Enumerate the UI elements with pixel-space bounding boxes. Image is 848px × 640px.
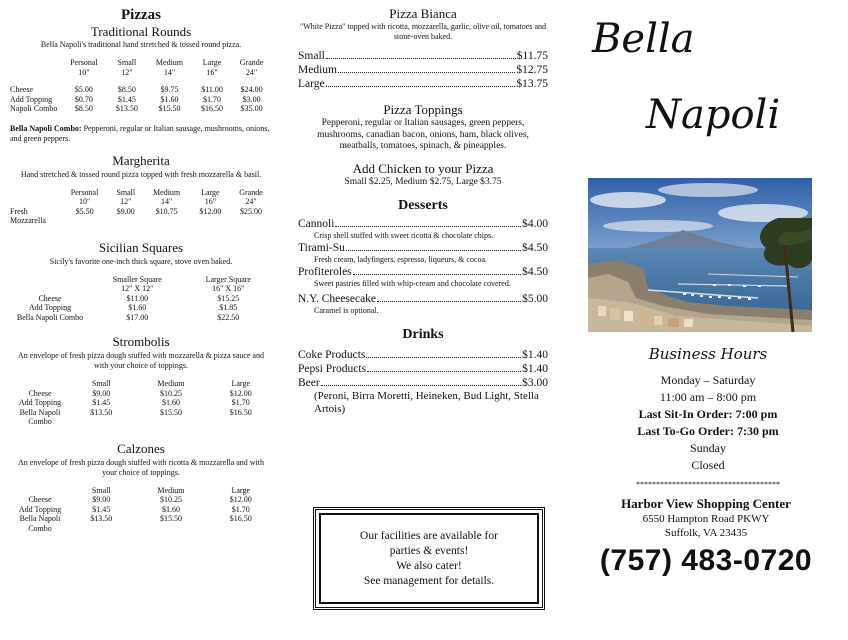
margherita-description: Hand stretched & tossed round pizza topped with fresh mozzarella & basil.	[20, 169, 262, 179]
calzones-price-table	[10, 486, 272, 534]
size-header: Small 12"	[116, 187, 136, 206]
brand-name-bella: Bella	[592, 16, 695, 62]
price-cell: $1.45	[117, 94, 136, 104]
price-cell: $5.50	[75, 206, 94, 216]
price-cell: $8.50	[74, 104, 93, 113]
catering-box	[313, 507, 545, 610]
dessert-description: Sweet pastries filled with whip-cream and chocolate covered.	[314, 279, 511, 288]
size-header: Large 16"	[202, 58, 222, 77]
size-header: Grande 24"	[239, 187, 263, 206]
price-cell: $16.50	[229, 514, 252, 523]
drinks-list	[298, 348, 548, 416]
price-cell: $9.00	[116, 206, 135, 216]
row-label: Cheese	[28, 495, 52, 504]
price-cell: $15.50	[159, 514, 182, 523]
size-header: Medium	[157, 485, 185, 495]
row-label: Add Topping	[28, 303, 72, 312]
size-header: Personal 10"	[70, 187, 99, 206]
price-cell: $11.00	[126, 293, 149, 303]
catering-line: See management for details.	[363, 574, 495, 587]
star-divider: ************************************	[636, 480, 780, 489]
last-to-go-order: Last To-Go Order: 7:30 pm	[637, 424, 779, 438]
size-header: Small	[91, 379, 111, 388]
price-cell: $9.00	[92, 388, 111, 398]
size-header-row	[10, 275, 272, 294]
price-cell: $1.45	[92, 398, 111, 407]
closed-day: Sunday	[690, 441, 726, 455]
drink-line: Beer $3.00	[298, 377, 548, 389]
drinks-heading: Drinks	[402, 327, 444, 342]
price-row	[10, 389, 272, 399]
sicilian-price-table	[10, 275, 272, 323]
price-cell: $25.00	[239, 206, 262, 216]
price-row	[10, 505, 272, 515]
price-cell: $9.75	[160, 85, 179, 94]
combo-note: Bella Napoli Combo: Pepperoni, regular or Italian sausage, mushrooms, onions, and green peppers.	[10, 123, 270, 143]
price-row	[10, 313, 272, 323]
margherita-heading: Margherita	[112, 152, 170, 168]
price-cell: $3.00	[242, 94, 261, 104]
size-header: Small	[91, 485, 111, 495]
row-label: Bella Napoli Combo	[16, 312, 84, 322]
drink-line: Pepsi Products $1.40	[298, 363, 548, 375]
catering-line: Our facilities are available for	[360, 529, 498, 542]
row-label: Add Topping	[18, 504, 62, 514]
catering-line: We also cater!	[396, 559, 462, 572]
price-cell: $17.00	[126, 312, 149, 322]
size-header: Larger Square 16" X 16"	[205, 274, 251, 293]
bay-of-naples-photo	[588, 178, 812, 332]
strombolis-heading: Strombolis	[112, 334, 170, 349]
catering-line: parties & events!	[389, 544, 469, 557]
price-row	[10, 495, 272, 505]
dessert-line: N.Y. Cheesecake $5.00	[298, 293, 548, 305]
pizza-bianca-heading: Pizza Bianca	[389, 6, 457, 21]
row-label: Cheese	[38, 293, 62, 303]
business-hours	[588, 372, 828, 474]
row-label: Bella Napoli Combo	[19, 407, 61, 426]
price-cell: $15.50	[158, 104, 181, 113]
price-cell: $13.50	[90, 407, 113, 417]
row-label: Fresh Mozzarella	[10, 206, 46, 225]
price-cell: $10.25	[159, 495, 182, 504]
size-header: Medium 14"	[153, 187, 181, 206]
price-cell: $8.50	[117, 85, 136, 94]
size-header: Large	[231, 485, 250, 495]
price-row	[10, 398, 272, 408]
dessert-description: Caramel is optional.	[314, 306, 379, 315]
price-cell: $1.45	[92, 504, 111, 514]
size-header: Small 12"	[117, 58, 137, 77]
add-chicken-prices: Small $2.25, Medium $2.75, Large $3.75	[344, 176, 502, 187]
desserts-heading: Desserts	[398, 198, 448, 213]
price-cell: $12.00	[229, 495, 252, 504]
dessert-line: Tirami-Su $4.50	[298, 242, 548, 254]
size-header: Grande 24"	[239, 58, 264, 77]
shopping-center-name: Harbor View Shopping Center	[621, 496, 791, 511]
price-cell: $1.70	[203, 94, 222, 104]
price-row	[10, 408, 272, 427]
price-cell: $22.50	[217, 312, 240, 322]
size-header: Personal 10"	[70, 58, 98, 77]
price-row	[10, 294, 272, 304]
price-cell: $0.70	[74, 94, 93, 104]
dessert-description: Crisp shell stuffed with sweet ricotta & chocolate chips.	[314, 231, 494, 240]
size-header: Medium	[157, 379, 185, 388]
price-cell: $15.25	[217, 293, 240, 303]
price-cell: $9.00	[92, 495, 111, 504]
row-label: Napoli Combo	[10, 104, 58, 113]
price-cell: $1.60	[160, 94, 179, 104]
price-line: Medium $12.75	[298, 64, 548, 76]
business-hours-heading: Business Hours	[648, 345, 768, 363]
row-label: Cheese	[10, 85, 34, 94]
drink-line: Coke Products $1.40	[298, 349, 548, 361]
price-cell: $15.50	[159, 407, 182, 417]
dessert-line: Profiteroles $4.50	[298, 266, 548, 278]
city-state-zip: Suffolk, VA 23435	[664, 527, 748, 539]
size-header: Medium 14"	[155, 58, 184, 77]
pizza-bianca-description: "White Pizza" topped with ricotta, mozzarella, garlic, olive oil, tomatoes and stone-oven baked.	[299, 22, 546, 41]
size-header-row	[10, 58, 272, 77]
traditional-rounds-heading: Traditional Rounds	[90, 24, 192, 39]
price-cell: $1.85	[219, 303, 238, 312]
size-header-row	[10, 486, 272, 496]
strombolis-price-table	[10, 379, 272, 427]
price-cell: $5.00	[74, 85, 93, 94]
hours-days: Monday – Saturday	[660, 373, 756, 387]
hours-time: 11:00 am – 8:00 pm	[659, 390, 757, 404]
catering-box-inner	[319, 513, 539, 604]
brand-name-napoli: Napoli	[646, 92, 781, 138]
price-cell: $24.00	[240, 85, 263, 94]
price-cell: $1.60	[128, 303, 147, 312]
sicilian-heading: Sicilian Squares	[98, 239, 184, 255]
pizza-toppings-list: Pepperoni, regular or Italian sausages, green peppers, mushrooms, canadian bacon, onions, ham, black olives, meatballs, tomatoes, spinach, & pineapples.	[317, 118, 529, 151]
specialty-desserts-drinks-column	[298, 6, 548, 416]
pizzas-price-table	[10, 58, 272, 114]
price-cell: $1.60	[161, 398, 180, 407]
price-cell: $10.75	[155, 206, 178, 216]
row-label: Cheese	[28, 388, 52, 398]
size-header: Large 16"	[201, 187, 220, 206]
price-cell: $1.70	[231, 504, 250, 514]
pizzas-description: Bella Napoli's traditional hand stretched & tossed round pizza.	[40, 40, 242, 49]
price-cell: $35.00	[240, 104, 263, 113]
price-row	[10, 207, 272, 226]
pizza-menu-column	[10, 6, 272, 533]
price-cell: $16.50	[229, 407, 252, 417]
price-row	[10, 303, 272, 313]
pizza-toppings-heading: Pizza Toppings	[383, 102, 463, 117]
row-label: Bella Napoli Combo	[19, 514, 61, 533]
price-cell: $1.70	[231, 398, 250, 407]
price-cell: $12.00	[199, 206, 222, 216]
row-label: Add Topping	[10, 94, 53, 104]
price-cell: $13.50	[115, 104, 138, 113]
size-header: Smaller Square 12" X 12"	[112, 274, 162, 293]
size-header-row	[10, 379, 272, 389]
address-block	[584, 496, 828, 579]
strombolis-description: An envelope of fresh pizza dough stuffed with mozzarella & pizza sauce and with your choice of toppings.	[18, 351, 264, 370]
closed-label: Closed	[691, 458, 725, 472]
price-line: Large $13.75	[298, 78, 548, 90]
price-row	[10, 85, 272, 95]
add-chicken-heading: Add Chicken to your Pizza	[352, 160, 494, 176]
dessert-description: Fresh cream, ladyfingers, espresso, liqueurs, & cocoa.	[314, 255, 488, 264]
phone-number[interactable]: (757) 483-0720	[599, 544, 813, 577]
street-address: 6550 Hampton Road PKWY	[642, 513, 770, 525]
price-cell: $16.50	[201, 104, 224, 113]
size-header-row	[10, 188, 272, 207]
row-label: Add Topping	[18, 398, 62, 407]
last-sit-in-order: Last Sit-In Order: 7:00 pm	[638, 407, 778, 421]
sicilian-description: Sicily's favorite one-inch thick square, stove oven baked.	[49, 256, 233, 266]
price-cell: $13.50	[90, 514, 113, 523]
desserts-list	[298, 217, 548, 316]
price-row	[10, 514, 272, 533]
calzones-description: An envelope of fresh pizza dough stuffed with ricotta & mozzarella and with your choice of toppings.	[18, 457, 264, 477]
dessert-line: Cannoli $4.00	[298, 218, 548, 230]
price-row	[10, 104, 272, 114]
beer-brands: (Peroni, Birra Moretti, Heineken, Bud Light, Stella Artois)	[314, 390, 539, 415]
price-row	[10, 95, 272, 105]
calzones-heading: Calzones	[117, 440, 165, 456]
margherita-price-table	[10, 188, 272, 226]
size-header: Large	[231, 379, 250, 388]
pizzas-heading: Pizzas	[121, 7, 161, 23]
price-cell: $10.25	[159, 388, 182, 398]
price-cell: $1.60	[161, 504, 180, 514]
price-cell: $11.00	[201, 85, 223, 94]
price-line: Small $11.75	[298, 50, 548, 62]
pizza-bianca-prices	[298, 49, 548, 91]
price-cell: $12.00	[229, 388, 252, 398]
